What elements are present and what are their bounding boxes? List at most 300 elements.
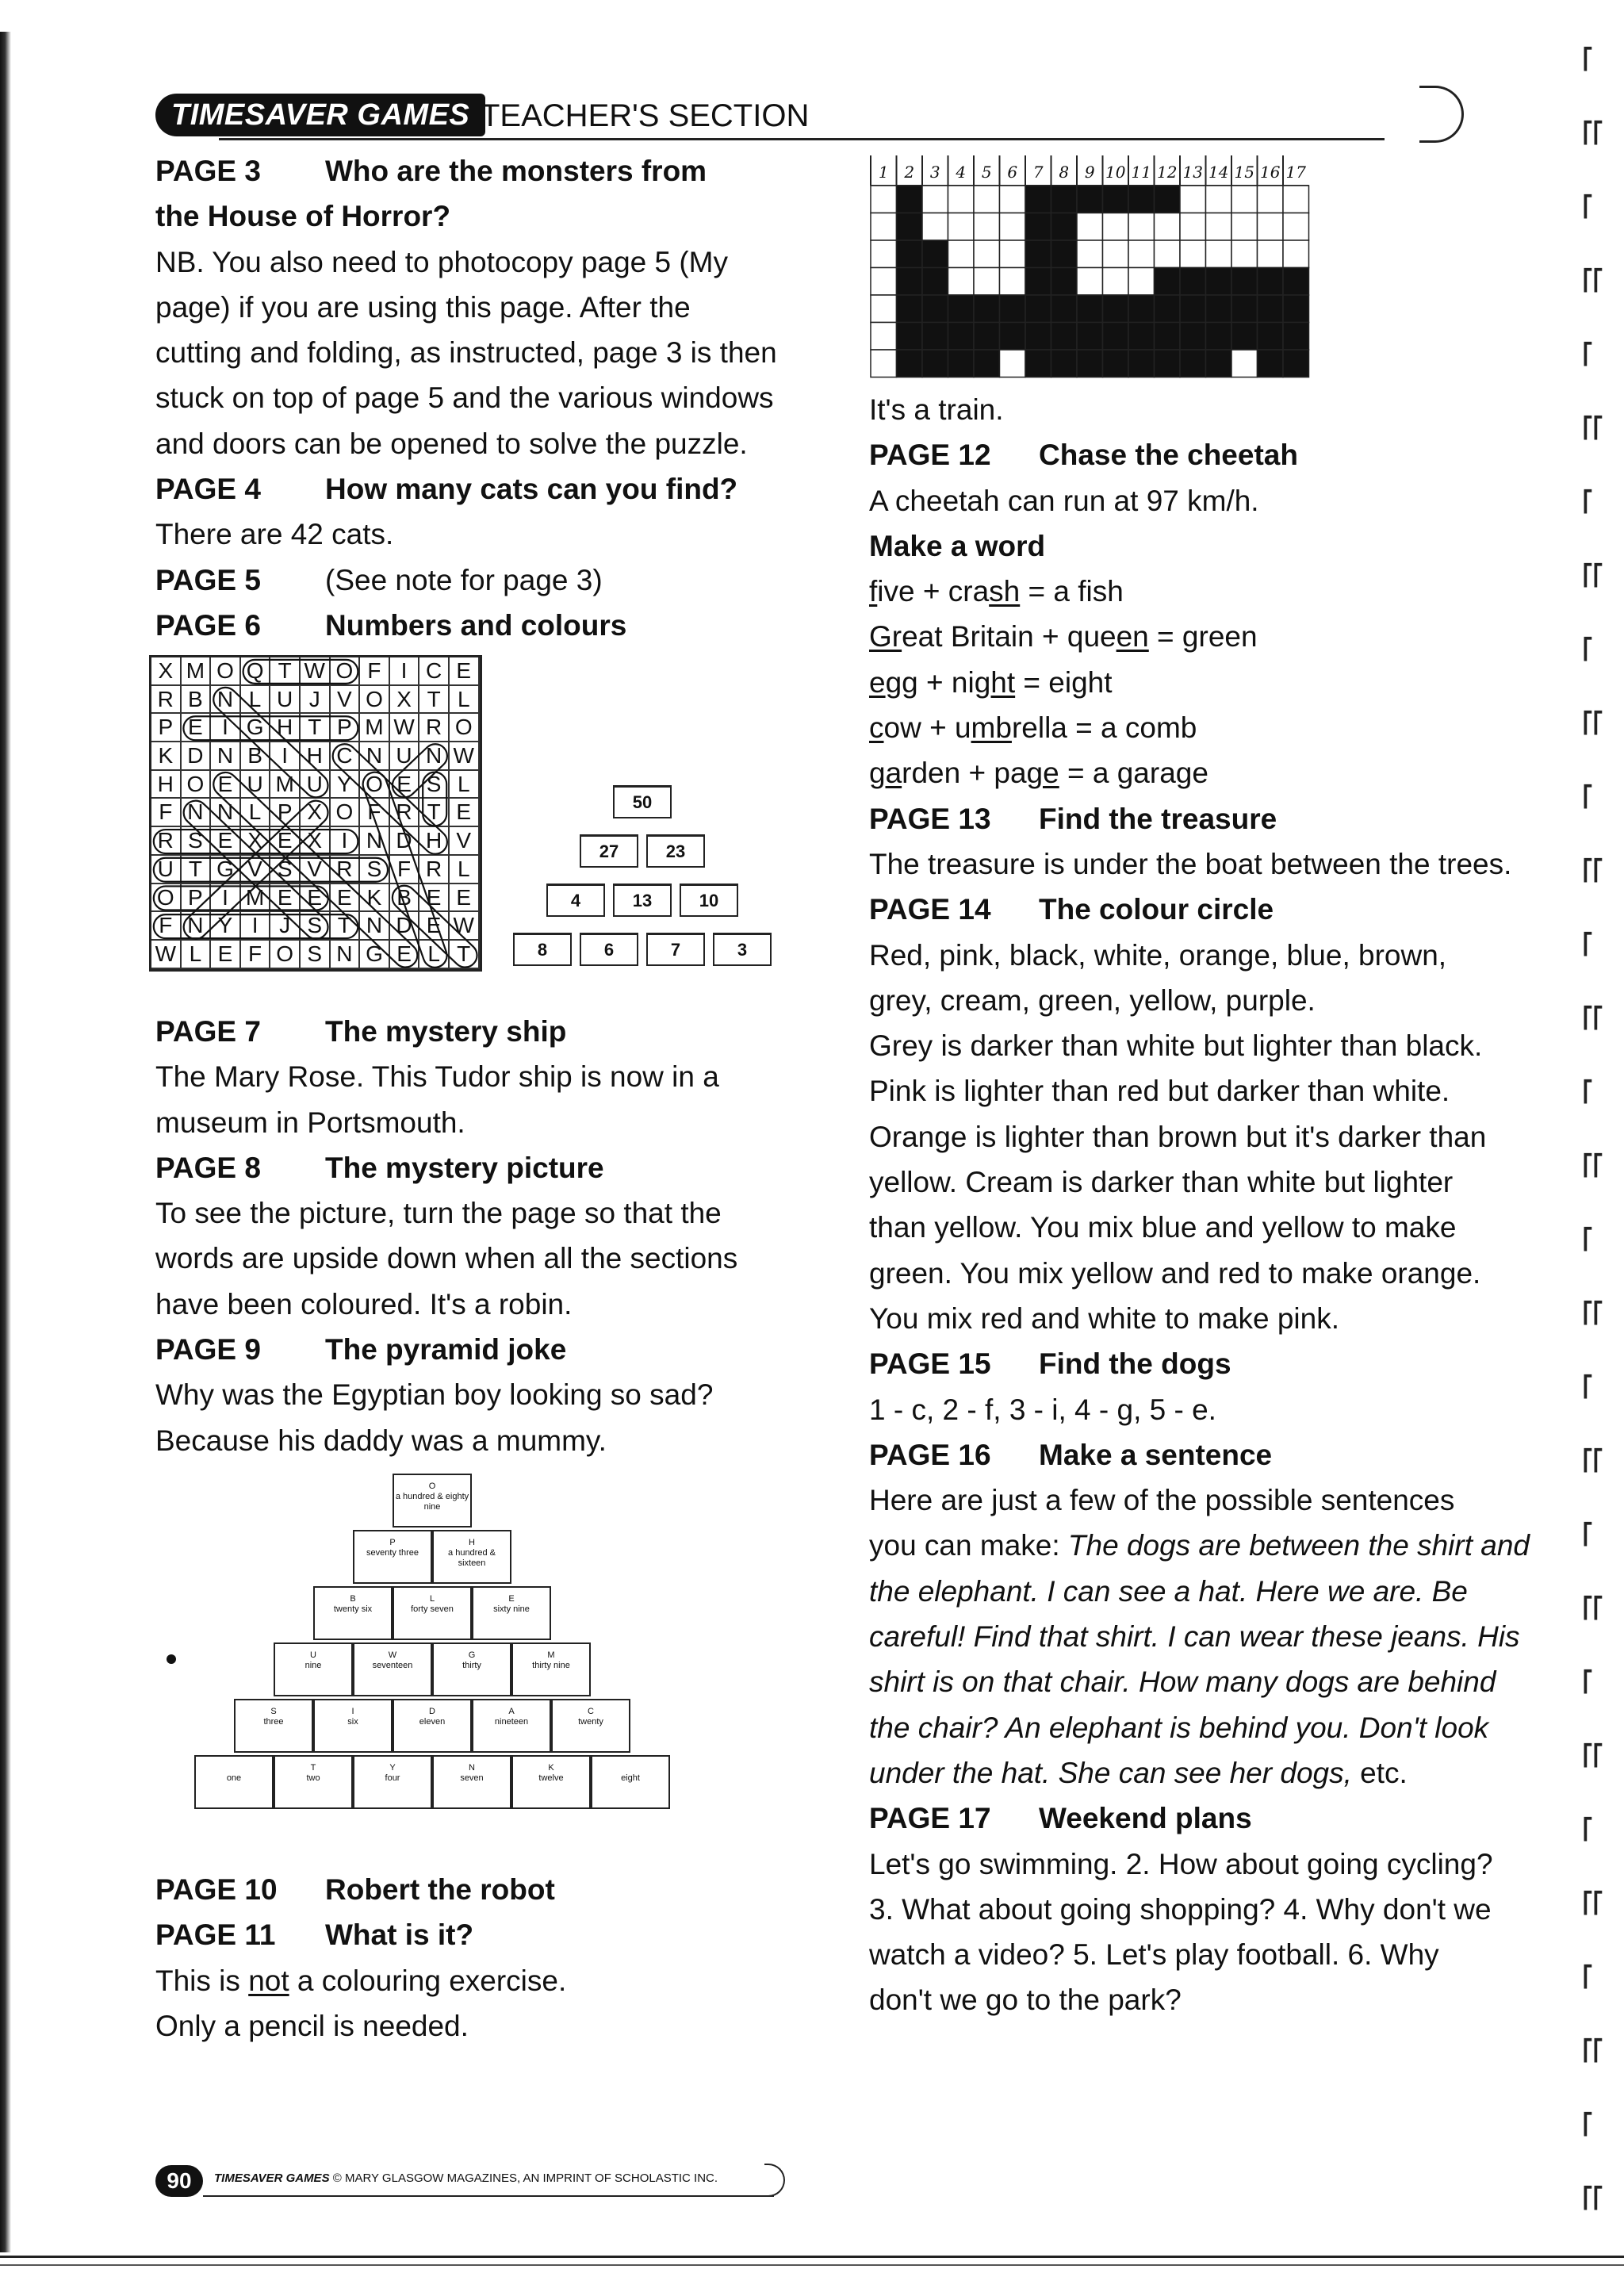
edge-mark: ⎡	[1583, 343, 1593, 366]
picture-cell	[1103, 323, 1129, 351]
edge-mark: ⎡	[1583, 1965, 1593, 1989]
word-search-grid	[149, 655, 482, 972]
word-search-letter: N	[419, 742, 450, 771]
word-search-letter: X	[301, 799, 331, 827]
edge-mark: ⎡⎡	[1583, 1744, 1603, 1768]
word-search-letter: F	[151, 799, 182, 827]
joke-number-word: one	[226, 1773, 242, 1783]
joke-number-word: thirty	[462, 1661, 481, 1670]
word-search-letter: G	[211, 856, 241, 884]
found-word-loop	[327, 739, 452, 859]
page13-heading: PAGE 13 Find the treasure	[869, 802, 1277, 835]
joke-letter: U	[310, 1650, 316, 1660]
grid-column-number: 13	[1182, 163, 1203, 182]
word-search-letter: E	[301, 884, 331, 913]
word-search-letter: V	[450, 827, 480, 856]
picture-cell	[1206, 295, 1232, 323]
picture-cell	[1155, 213, 1181, 241]
page12-heading: PAGE 12 Chase the cheetah	[869, 439, 1298, 472]
word-search-letter: B	[182, 686, 212, 715]
page7-heading: PAGE 7 The mystery ship	[155, 1015, 567, 1048]
picture-cell	[1258, 295, 1284, 323]
picture-cell	[1231, 295, 1258, 323]
picture-cell	[1103, 240, 1129, 268]
picture-cell	[922, 350, 948, 378]
picture-cell	[1128, 350, 1155, 378]
picture-cell	[871, 268, 897, 296]
word-search-letter: H	[419, 827, 450, 856]
pyramid-number-box: 13	[613, 884, 672, 917]
picture-cell	[1000, 240, 1026, 268]
edge-mark: ⎡	[1583, 1080, 1593, 1104]
edge-mark: ⎡	[1583, 2113, 1593, 2137]
page14-heading: PAGE 14 The colour circle	[869, 893, 1274, 926]
picture-cell	[1000, 268, 1026, 296]
word-search-letter: H	[301, 742, 331, 771]
word-search-letter: F	[360, 799, 390, 827]
found-word-loop	[154, 858, 388, 882]
edge-mark: ⎡	[1583, 48, 1593, 71]
picture-cell	[974, 323, 1000, 351]
page16-line: the chair? An elephant is behind you. Don't look	[869, 1711, 1489, 1744]
picture-cell	[1077, 323, 1103, 351]
word-search-letter: F	[390, 856, 420, 884]
picture-cell	[1283, 295, 1309, 323]
pyramid-number-box: 10	[680, 884, 738, 917]
picture-cell	[897, 268, 923, 296]
joke-pyramid-box	[511, 1755, 591, 1809]
right-column	[869, 387, 1583, 2023]
picture-cell	[1206, 186, 1232, 213]
edge-mark: ⎡⎡	[1583, 1449, 1603, 1473]
picture-cell	[1103, 295, 1129, 323]
word-search-letter: U	[301, 771, 331, 799]
joke-letter: A	[508, 1707, 515, 1716]
edge-mark: ⎡	[1583, 1523, 1593, 1547]
page-edge-marks	[1583, 48, 1619, 2252]
word-search-letter: E	[390, 941, 420, 969]
picture-cell	[1155, 323, 1181, 351]
word-search-letter: I	[211, 884, 241, 913]
joke-number-word: sixty nine	[493, 1604, 530, 1614]
word-search-letter: L	[241, 799, 271, 827]
page11-heading: PAGE 11 What is it?	[155, 1918, 474, 1952]
word-search-letter: C	[419, 657, 450, 686]
joke-letter: Y	[389, 1763, 396, 1773]
word-search-letter: E	[390, 771, 420, 799]
picture-cell	[974, 295, 1000, 323]
word-search-letter: G	[241, 714, 271, 742]
picture-cell	[1258, 350, 1284, 378]
word-search-letter: Q	[241, 657, 271, 686]
footer-copyright: TIMESAVER GAMES © MARY GLASGOW MAGAZINES, AN IMPRINT OF SCHOLASTIC INC.	[214, 2171, 718, 2185]
picture-cell	[1180, 186, 1206, 213]
picture-cell	[1128, 268, 1155, 296]
page17-body-line: don't we go to the park?	[869, 1984, 1182, 2017]
bullet-dot	[167, 1654, 176, 1664]
joke-number-word: thirty nine	[532, 1661, 570, 1670]
word-search-letter: I	[270, 742, 301, 771]
joke-pyramid-box	[432, 1642, 511, 1696]
word-search-letter: E	[182, 714, 212, 742]
page10-heading: PAGE 10 Robert the robot	[155, 1873, 555, 1906]
word-search-letter: X	[301, 827, 331, 856]
joke-pyramid-box	[591, 1755, 670, 1809]
footer-curve	[764, 2164, 785, 2197]
joke-letter: B	[350, 1594, 356, 1604]
word-search-letter: T	[419, 799, 450, 827]
picture-cell	[974, 213, 1000, 241]
page17-heading: PAGE 17 Weekend plans	[869, 1802, 1252, 1835]
page8-body-line: To see the picture, turn the page so that the	[155, 1197, 722, 1230]
joke-letter: P	[389, 1538, 396, 1547]
found-word-loop	[178, 795, 332, 944]
picture-cell	[1283, 268, 1309, 296]
picture-cell	[948, 350, 975, 378]
edge-mark: ⎡⎡	[1583, 1006, 1603, 1030]
picture-cell	[897, 213, 923, 241]
picture-cell	[1206, 213, 1232, 241]
page4-heading: PAGE 4 How many cats can you find?	[155, 473, 738, 506]
edge-mark: ⎡	[1583, 785, 1593, 809]
word-search-letter: O	[182, 771, 212, 799]
joke-number-word: twelve	[538, 1773, 564, 1783]
picture-cell	[1258, 213, 1284, 241]
word-search-letter: X	[241, 827, 271, 856]
joke-number-word: twenty	[578, 1717, 603, 1727]
picture-cell	[1283, 240, 1309, 268]
pyramid-number-box: 23	[646, 834, 705, 868]
picture-cell	[1025, 295, 1051, 323]
edge-mark: ⎡⎡	[1583, 1892, 1603, 1915]
edge-mark: ⎡	[1583, 490, 1593, 514]
joke-letter	[592, 1763, 668, 1773]
word-search-letter: S	[419, 771, 450, 799]
picture-cell	[922, 323, 948, 351]
joke-pyramid-box	[551, 1699, 630, 1753]
joke-pyramid-box	[194, 1755, 274, 1809]
picture-cell	[1051, 186, 1078, 213]
picture-cell	[1258, 323, 1284, 351]
joke-number-word: a hundred & sixteen	[448, 1548, 496, 1568]
page15-heading: PAGE 15 Find the dogs	[869, 1347, 1231, 1381]
word-search-letter: I	[241, 912, 271, 941]
picture-cell	[1231, 323, 1258, 351]
page14-body-line: yellow. Cream is darker than white but lighter	[869, 1166, 1454, 1199]
word-search-letter: O	[331, 799, 361, 827]
page3-heading-cont: the House of Horror?	[155, 200, 451, 233]
word-search-letter: O	[270, 941, 301, 969]
joke-letter: G	[468, 1650, 476, 1660]
grid-column-number: 1	[878, 163, 889, 182]
picture-cell	[1155, 186, 1181, 213]
picture-cell	[1000, 186, 1026, 213]
word-search-letter: O	[151, 884, 182, 913]
edge-mark: ⎡⎡	[1583, 2039, 1603, 2063]
picture-cell	[922, 213, 948, 241]
edge-mark: ⎡	[1583, 1670, 1593, 1694]
joke-letter: E	[508, 1594, 515, 1604]
make-a-word-heading: Make a word	[869, 529, 1046, 562]
page-footer	[155, 2164, 790, 2198]
word-search-letter: B	[241, 742, 271, 771]
page8-heading: PAGE 8 The mystery picture	[155, 1151, 604, 1184]
picture-cell	[1128, 240, 1155, 268]
grid-column-number: 9	[1084, 163, 1095, 182]
joke-letter: I	[351, 1707, 354, 1716]
picture-cell	[1155, 350, 1181, 378]
picture-cell	[1283, 213, 1309, 241]
picture-cell	[897, 350, 923, 378]
picture-cell	[1051, 295, 1078, 323]
word-search-letter: N	[331, 941, 361, 969]
grid-column-number: 17	[1285, 163, 1306, 182]
found-word-loop	[154, 830, 358, 853]
word-search-letter: L	[241, 686, 271, 715]
word-search-letter: H	[270, 714, 301, 742]
grid-column-number: 15	[1234, 163, 1254, 182]
picture-cell	[1180, 350, 1206, 378]
word-search-letter: W	[151, 941, 182, 969]
joke-number-word: a hundred & eighty nine	[395, 1492, 469, 1512]
picture-cell	[1206, 350, 1232, 378]
page17-body-line: Let's go swimming. 2. How about going cycling?	[869, 1847, 1493, 1880]
word-search-letter: O	[360, 771, 390, 799]
picture-cell	[1025, 186, 1051, 213]
word-search-letter: V	[301, 856, 331, 884]
word-search-letter: X	[151, 657, 182, 686]
picture-cell	[1180, 295, 1206, 323]
word-search-letter: O	[360, 686, 390, 715]
found-word-loop	[209, 683, 333, 803]
pyramid-number-box: 3	[713, 933, 772, 966]
joke-letter: W	[388, 1650, 397, 1660]
grid-column-number: 11	[1131, 163, 1151, 182]
picture-cell	[922, 268, 948, 296]
picture-cell	[871, 323, 897, 351]
edge-mark: ⎡⎡	[1583, 416, 1603, 440]
joke-letter: D	[429, 1707, 435, 1716]
picture-cell	[1231, 213, 1258, 241]
joke-pyramid-box	[274, 1642, 353, 1696]
word-search-letter: T	[331, 912, 361, 941]
word-search-letter: K	[360, 884, 390, 913]
word-search-letter: N	[182, 799, 212, 827]
edge-mark: ⎡	[1583, 1228, 1593, 1251]
edge-mark: ⎡⎡	[1583, 2187, 1603, 2210]
picture-cell	[1258, 268, 1284, 296]
picture-cell	[1103, 186, 1129, 213]
make-a-word-line: five + crash = a fish	[869, 575, 1124, 608]
edge-mark: ⎡⎡	[1583, 711, 1603, 735]
picture-cell	[1283, 186, 1309, 213]
picture-cell	[1000, 295, 1026, 323]
grid-column-number: 8	[1059, 163, 1070, 182]
word-search-letter: P	[270, 799, 301, 827]
joke-number-word: seventeen	[372, 1661, 413, 1670]
edge-mark: ⎡⎡	[1583, 564, 1603, 588]
picture-cell	[1051, 240, 1078, 268]
page14-body-line: Red, pink, black, white, orange, blue, brown,	[869, 938, 1447, 972]
picture-cell	[1077, 240, 1103, 268]
page8-body-line: words are upside down when all the sections	[155, 1242, 738, 1275]
page-number: 90	[155, 2165, 203, 2197]
picture-cell	[974, 186, 1000, 213]
page14-body-line: Orange is lighter than brown but it's darker than	[869, 1120, 1487, 1153]
word-search-letter: R	[151, 686, 182, 715]
edge-mark: ⎡	[1583, 638, 1593, 661]
picture-cell	[974, 240, 1000, 268]
word-search-letter: D	[390, 827, 420, 856]
picture-cell	[1155, 295, 1181, 323]
pyramid-number-box: 7	[646, 933, 705, 966]
joke-number-word: twenty six	[333, 1604, 373, 1614]
header-rule	[219, 138, 1385, 140]
picture-cell	[1000, 213, 1026, 241]
page14-body-line: You mix red and white to make pink.	[869, 1301, 1340, 1335]
word-search-letter: R	[151, 827, 182, 856]
word-search-letter: M	[241, 884, 271, 913]
picture-cell	[1077, 213, 1103, 241]
joke-number-word: nine	[304, 1661, 322, 1670]
page14-body-line: grey, cream, green, yellow, purple.	[869, 983, 1316, 1017]
picture-cell	[948, 295, 975, 323]
word-search-letter: K	[151, 742, 182, 771]
found-word-loop	[388, 739, 452, 802]
word-search-letter: H	[151, 771, 182, 799]
page12-body: A cheetah can run at 97 km/h.	[869, 484, 1259, 517]
page16-heading: PAGE 16 Make a sentence	[869, 1438, 1273, 1471]
found-word-loop	[183, 716, 358, 740]
joke-number-word: two	[306, 1773, 320, 1783]
page14-body-line: Pink is lighter than red but darker than white.	[869, 1075, 1450, 1108]
header-title: TEACHER'S SECTION	[481, 98, 810, 133]
picture-cell	[1103, 268, 1129, 296]
picture-cell	[1180, 240, 1206, 268]
grid-column-number: 16	[1260, 163, 1281, 182]
page7-body-line: The Mary Rose. This Tudor ship is now in a	[155, 1060, 719, 1094]
word-search-letter: L	[450, 856, 480, 884]
picture-cell	[1231, 350, 1258, 378]
word-search-letter: R	[419, 714, 450, 742]
word-search-letter: F	[360, 657, 390, 686]
grid-column-number: 4	[956, 163, 967, 182]
pyramid-number-box: 50	[613, 785, 672, 818]
word-search-letter: J	[301, 686, 331, 715]
edge-mark: ⎡⎡	[1583, 1154, 1603, 1178]
picture-cell	[948, 186, 975, 213]
joke-pyramid-box	[393, 1586, 472, 1640]
footer-rule	[203, 2195, 774, 2197]
found-word-loop	[178, 795, 332, 944]
page14-body-line: Grey is darker than white but lighter than black.	[869, 1029, 1483, 1063]
picture-cell	[1025, 213, 1051, 241]
make-a-word-line: cow + umbrella = a comb	[869, 711, 1197, 745]
word-search-letter: N	[360, 827, 390, 856]
word-search-letter: B	[390, 884, 420, 913]
word-search-letter: F	[241, 941, 271, 969]
joke-letter: O	[428, 1481, 436, 1491]
joke-pyramid-box	[274, 1755, 353, 1809]
edge-mark: ⎡⎡	[1583, 859, 1603, 883]
picture-cell	[1258, 186, 1284, 213]
picture-cell	[871, 186, 897, 213]
page8-body-line: have been coloured. It's a robin.	[155, 1287, 573, 1320]
word-search-letter: R	[390, 799, 420, 827]
picture-cell	[1283, 350, 1309, 378]
page15-body: 1 - c, 2 - f, 3 - i, 4 - g, 5 - e.	[869, 1393, 1216, 1426]
word-search-letter: S	[301, 912, 331, 941]
pyramid-number-box: 27	[580, 834, 638, 868]
joke-letter: H	[469, 1538, 475, 1547]
header-badge: TIMESAVER GAMES	[155, 94, 485, 136]
joke-letter: S	[270, 1707, 277, 1716]
word-search-letter: T	[182, 856, 212, 884]
page17-body-line: watch a video? 5. Let's play football. 6. Why	[869, 1938, 1439, 1972]
word-search-letter: L	[450, 686, 480, 715]
left-column	[155, 148, 837, 648]
word-search-letter: I	[390, 657, 420, 686]
picture-cell	[1025, 268, 1051, 296]
left-column-3	[155, 1867, 837, 2049]
word-search-letter: O	[331, 657, 361, 686]
joke-letter: M	[547, 1650, 555, 1660]
word-search-letter: E	[270, 884, 301, 913]
page3-heading: PAGE 3 Who are the monsters from	[155, 155, 707, 187]
joke-number-word: forty seven	[411, 1604, 454, 1614]
joke-pyramid-box	[472, 1586, 551, 1640]
page16-line: under the hat. She can see her dogs, etc.	[869, 1756, 1408, 1789]
edge-mark: ⎡	[1583, 933, 1593, 956]
picture-cell	[1077, 186, 1103, 213]
joke-letter: N	[469, 1763, 475, 1773]
page14-body-line: green. You mix yellow and red to make orange.	[869, 1256, 1481, 1290]
picture-cell	[1155, 268, 1181, 296]
picture-cell	[871, 213, 897, 241]
picture-cell	[974, 268, 1000, 296]
word-search-letter: W	[450, 912, 480, 941]
grid-column-number: 6	[1007, 163, 1018, 182]
page9-body-line: Because his daddy was a mummy.	[155, 1424, 607, 1457]
picture-cell	[1000, 350, 1026, 378]
word-search-letter: L	[182, 941, 212, 969]
page16-line: you can make: The dogs are between the shirt and	[869, 1529, 1530, 1562]
word-search-letter: P	[331, 714, 361, 742]
joke-pyramid-box	[432, 1755, 511, 1809]
edge-mark: ⎡	[1583, 195, 1593, 219]
picture-cell	[1128, 186, 1155, 213]
word-search-letter: Y	[331, 771, 361, 799]
grid-column-number: 14	[1208, 163, 1229, 182]
joke-pyramid-box	[313, 1586, 393, 1640]
picture-cell	[1077, 350, 1103, 378]
word-search-letter: Y	[211, 912, 241, 941]
grid-column-number: 7	[1032, 163, 1044, 182]
word-search-letter: P	[182, 884, 212, 913]
joke-number-word: seventy three	[366, 1548, 419, 1558]
edge-mark: ⎡⎡	[1583, 1301, 1603, 1325]
word-search-letter: T	[419, 686, 450, 715]
picture-cell	[1206, 240, 1232, 268]
joke-pyramid-box	[432, 1530, 511, 1584]
joke-letter: K	[548, 1763, 554, 1773]
joke-letter: T	[310, 1763, 316, 1773]
picture-cell	[897, 186, 923, 213]
word-search-letter: T	[450, 941, 480, 969]
picture-cell	[897, 323, 923, 351]
word-search-letter: W	[450, 742, 480, 771]
joke-pyramid-box	[234, 1699, 313, 1753]
